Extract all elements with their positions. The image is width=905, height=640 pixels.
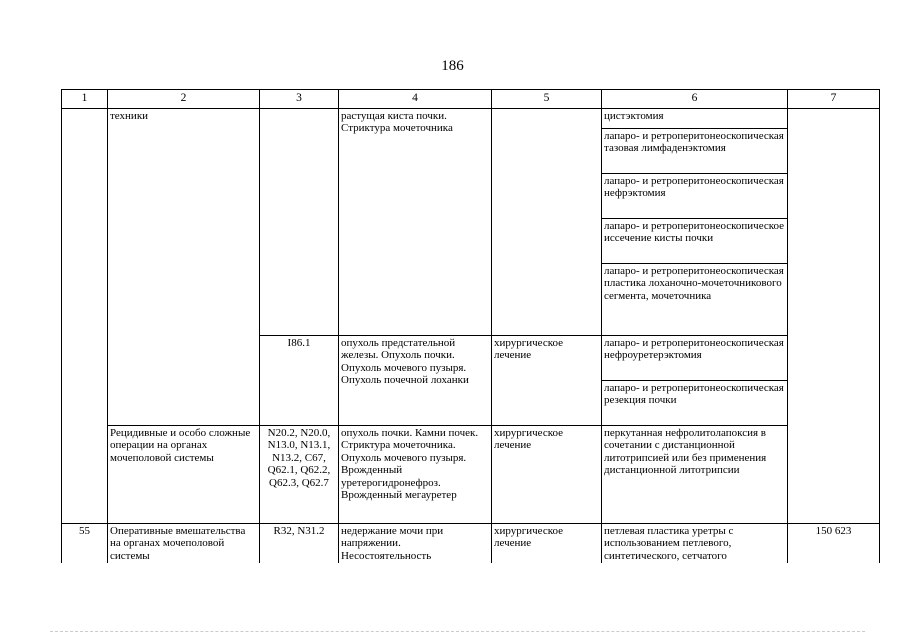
scan-edge-line [50,631,865,632]
header-cell: 3 [260,90,339,109]
table-cell: Рецидивные и особо сложные операции на органах мочеполовой системы [108,425,260,523]
table-cell [62,108,108,523]
table-cell: N20.2, N20.0, N13.0, N13.1, N13.2, C67, Q62.1, Q62.2, Q62.3, Q62.7 [260,425,339,523]
page-number: 186 [441,58,464,74]
header-cell: 1 [62,90,108,109]
table-cell: 55 [62,523,108,563]
table-cell: опухоль почки. Камни почек. Стриктура мочеточника. Опухоль мочевого пузыря. Врожденный уретерогидронефроз. Врожденный мегауретер [339,425,492,523]
table-cell: лапаро- и ретроперитонеоскопическая нефрэктомия [602,173,788,218]
medical-care-table [61,89,880,563]
table-cell: Оперативные вмешательства на органах мочеполовой системы [108,523,260,563]
table-cell: техники [108,108,260,425]
table-cell: растущая киста почки. Стриктура мочеточника [339,108,492,335]
table-cell: лапаро- и ретроперитонеоскопическая пластика лоханочно-мочеточникового сегмента, мочеточника [602,263,788,335]
header-cell: 4 [339,90,492,109]
table-cell: хирургическое лечение [492,523,602,563]
header-cell: 6 [602,90,788,109]
header-cell: 5 [492,90,602,109]
table-cell: R32, N31.2 [260,523,339,563]
table-cell: лапаро- и ретроперитонеоскопическая резекция почки [602,380,788,425]
table-row [62,108,880,128]
header-cell: 7 [788,90,880,109]
table-cell: лапаро- и ретроперитонеоскопическая тазовая лимфаденэктомия [602,128,788,173]
table-cell: I86.1 [260,335,339,425]
table-header-row [62,90,880,109]
table-cell: цистэктомия [602,108,788,128]
table-row [62,523,880,563]
table-cell: 150 623 [788,523,880,563]
table-cell [492,108,602,335]
table-cell: хирургическое лечение [492,335,602,425]
table-cell [788,108,880,523]
table-cell: недержание мочи при напряжении. Несостоятельность [339,523,492,563]
table-cell [260,108,339,335]
table-row [62,425,880,523]
table-cell: лапаро- и ретроперитонеоскопическое иссечение кисты почки [602,218,788,263]
table-cell: перкутанная нефролитолапоксия в сочетании с дистанционной литотрипсией или без применения дистанционной литотрипсии [602,425,788,523]
table-cell: опухоль предстательной железы. Опухоль почки. Опухоль мочевого пузыря. Опухоль почечной лоханки [339,335,492,425]
table-cell: петлевая пластика уретры с использованием петлевого, синтетического, сетчатого [602,523,788,563]
header-cell: 2 [108,90,260,109]
table-cell: лапаро- и ретроперитонеоскопическая нефроуретерэктомия [602,335,788,380]
table-cell: хирургическое лечение [492,425,602,523]
